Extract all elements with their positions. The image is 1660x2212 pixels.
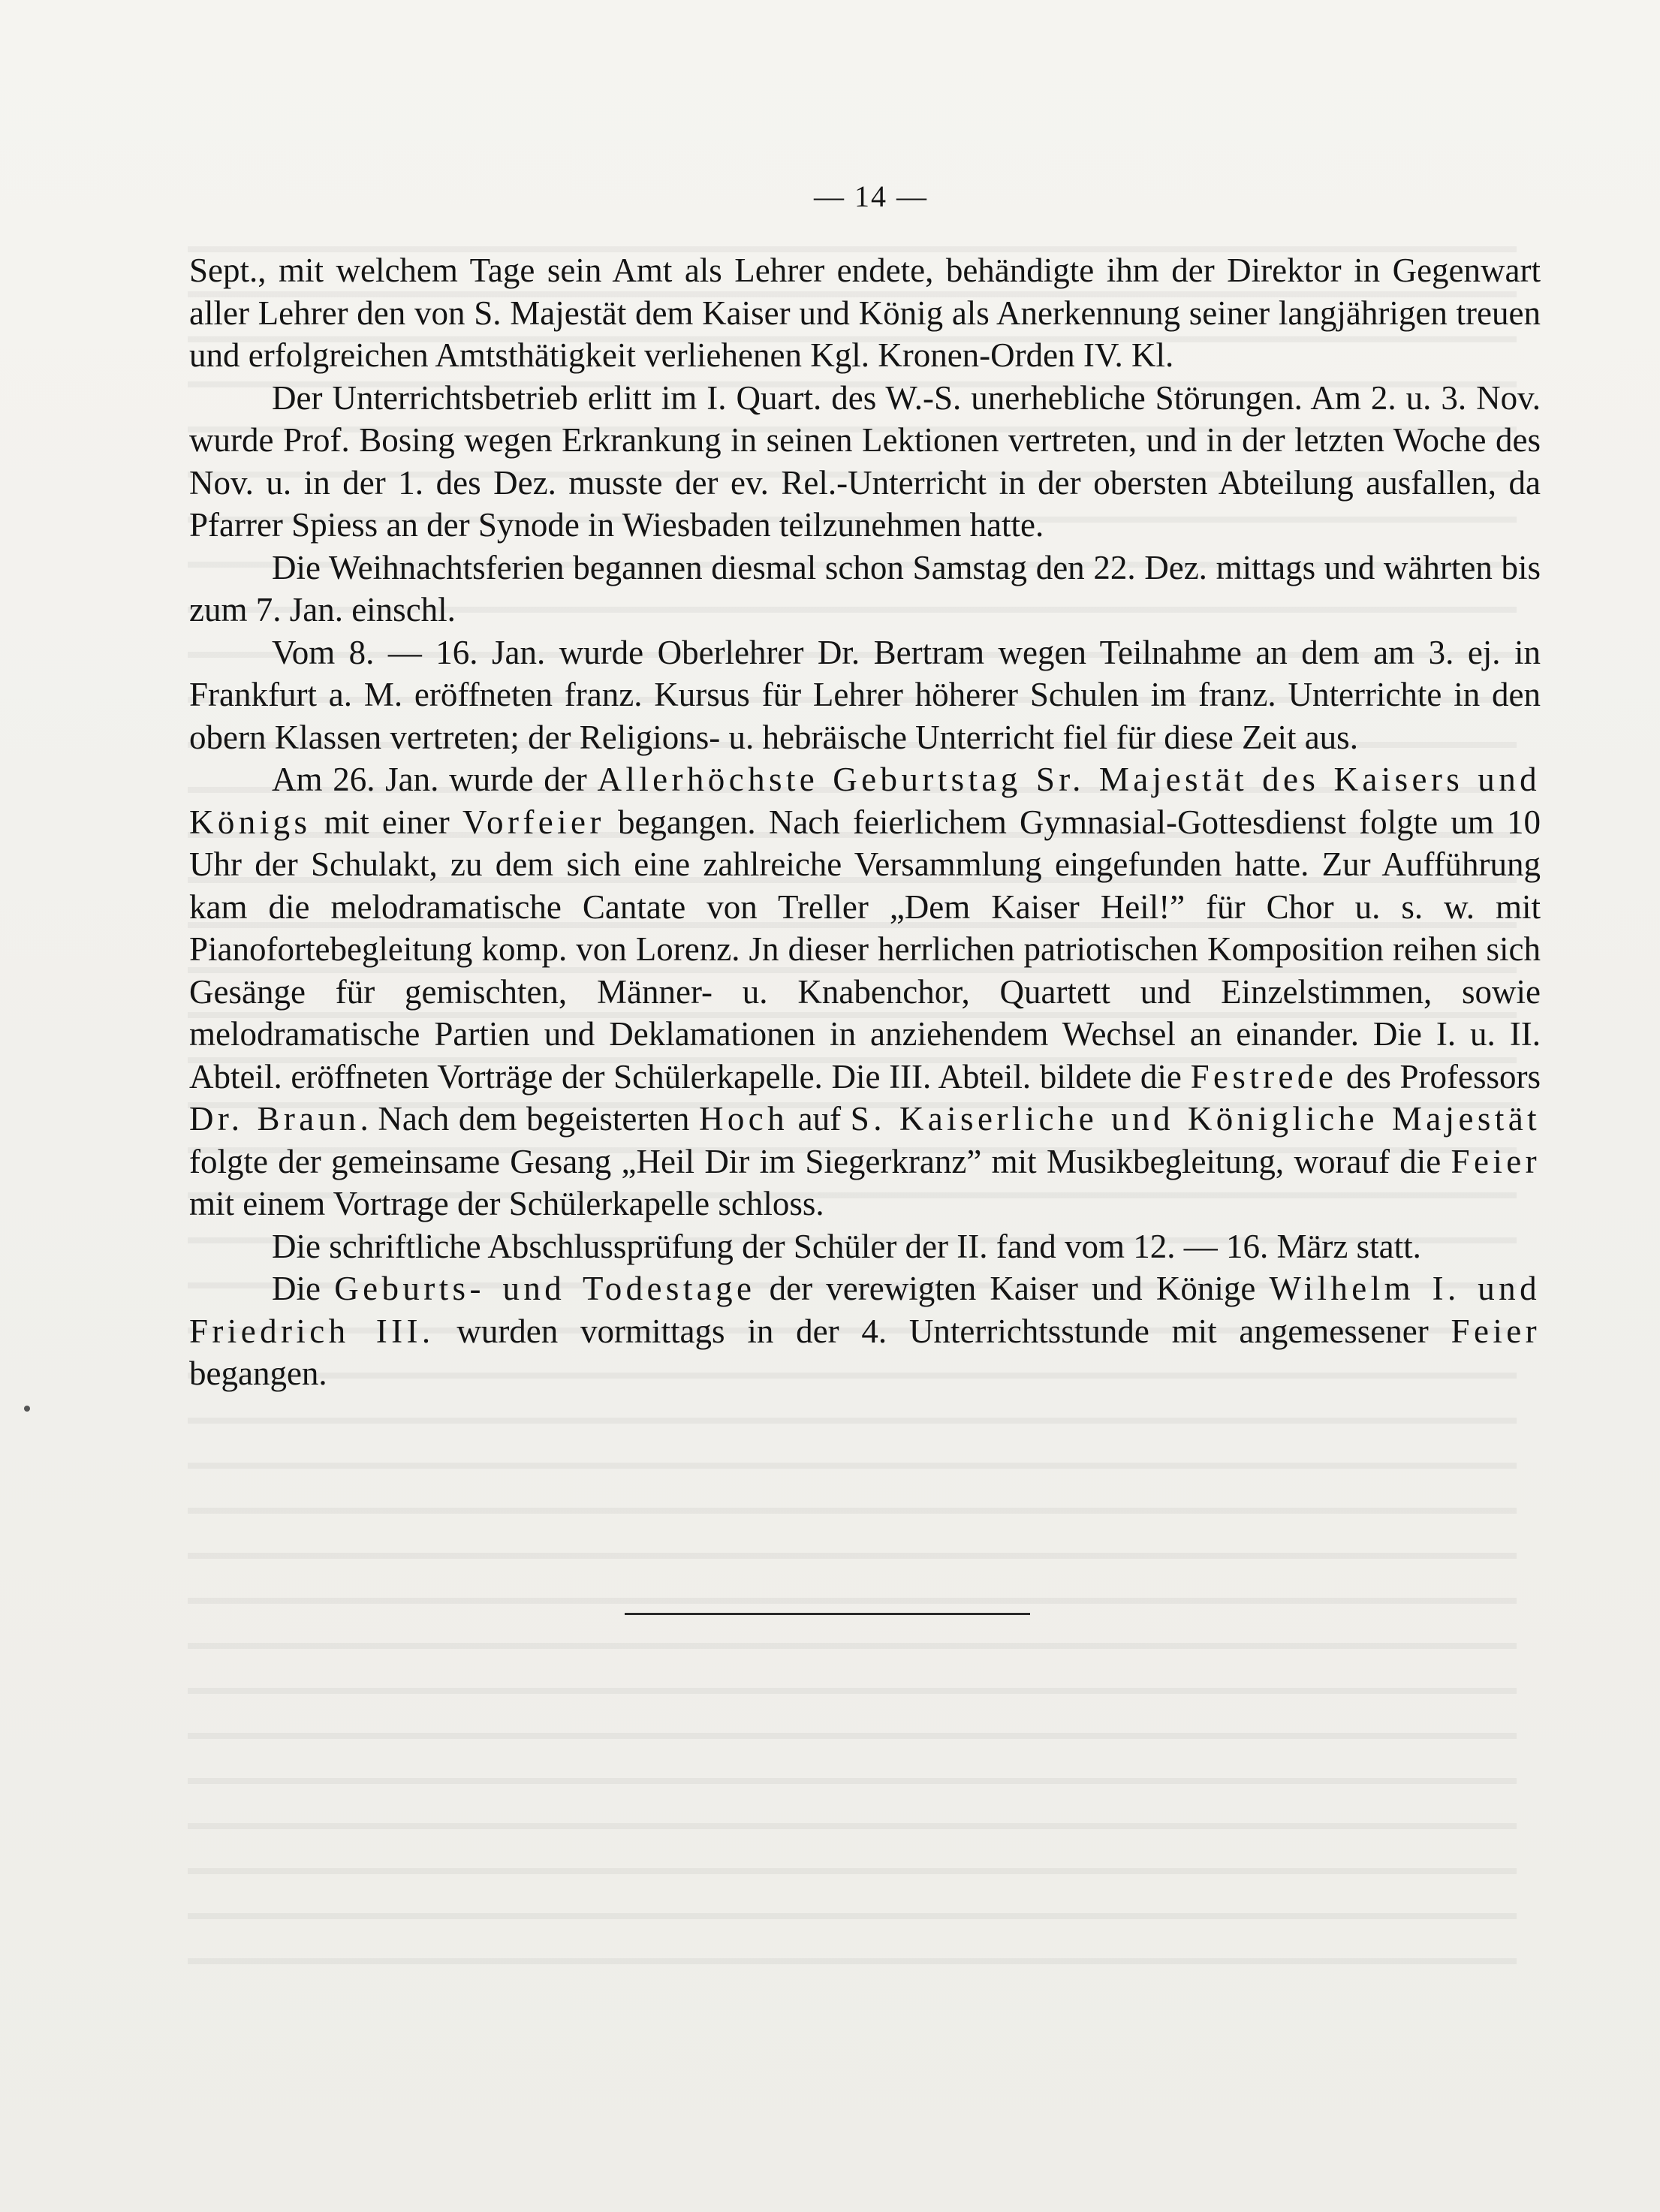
- spaced-emphasis: Allerhöchste Geburtstag Sr. Majestät des Kaisers und Königs: [189, 761, 1541, 841]
- spaced-emphasis: S. Kaiserliche und Königliche Majestät: [850, 1100, 1541, 1138]
- spaced-emphasis: Feier: [1451, 1142, 1541, 1180]
- section-divider: [625, 1613, 1030, 1615]
- text-segment: der verewigten Kaiser und Könige: [755, 1270, 1270, 1307]
- body-text: [189, 249, 1541, 1395]
- paragraph-2: Der Unterrichtsbetrieb erlitt im I. Quart. des W.-S. unerhebliche Störungen. Am 2. u. 3. Nov. wurde Prof. Bosing wegen Erkrankung in seinen Lektionen vertreten, und in der letzten Woche des Nov. u. in der 1. des Dez. musste der ev. Rel.-Unterricht in der obersten Abteilung ausfallen, da Pfarrer Spiess an der Synode in Wiesbaden teilzunehmen hatte.: [189, 378, 1541, 544]
- paragraph-3: Die Weihnachtsferien begannen diesmal schon Samstag den 22. Dez. mittags und währten bis zum 7. Jan. einschl.: [189, 548, 1541, 628]
- paragraph-1: Sept., mit welchem Tage sein Amt als Lehrer endete, behändigte ihm der Direktor in Gegenwart aller Lehrer den von S. Majestät dem Kaiser und König als Anerkennung seiner langjährigen treuen und erfolgreichen Amtsthätigkeit verliehenen Kgl. Kronen-Orden IV. Kl.: [189, 252, 1541, 374]
- page-number: — 14 —: [814, 179, 928, 213]
- spaced-emphasis: Geburts- und Todestage: [334, 1270, 756, 1307]
- text-segment: mit einer: [311, 803, 462, 841]
- text-segment: Die: [272, 1270, 335, 1307]
- spaced-emphasis: Wilhelm I. und Friedrich III.: [189, 1270, 1541, 1350]
- margin-speck: [24, 1406, 30, 1412]
- text-segment: folgte der gemeinsame Gesang „Heil Dir im Siegerkranz” mit Musikbegleitung, worauf die: [189, 1142, 1451, 1180]
- text-segment: begangen.: [189, 1355, 327, 1392]
- paragraph-6: Die schriftliche Abschlussprüfung der Schüler der II. fand vom 12. — 16. März statt.: [272, 1227, 1421, 1265]
- text-segment: des Professors: [1337, 1057, 1541, 1095]
- spaced-emphasis: Dr. Braun: [189, 1100, 360, 1138]
- text-segment: Am 26. Jan. wurde der: [272, 761, 598, 798]
- spaced-emphasis: Vorfeier: [462, 803, 605, 841]
- spaced-emphasis: Hoch: [698, 1100, 789, 1138]
- text-segment: . Nach dem begeisterten: [360, 1100, 699, 1138]
- paragraph-5: [189, 758, 1541, 1225]
- spaced-emphasis: Feier: [1451, 1312, 1541, 1350]
- spaced-emphasis: Festrede: [1190, 1057, 1338, 1095]
- paragraph-7: [189, 1267, 1541, 1395]
- text-segment: wurden vormittags in der 4. Unterrichtsstunde mit angemessener: [434, 1312, 1451, 1350]
- text-segment: auf: [788, 1100, 851, 1138]
- text-segment: begangen. Nach feierlichem Gymnasial-Gottesdienst folgte um 10 Uhr der Schulakt, zu dem sich eine zahlreiche Versammlung eingefunden hatte. Zur Aufführung kam die melodramatische Cantate von Treller „Dem Kaiser Heil!” für Chor u. s. w. mit Pianofortebegleitung komp. von Lorenz. Jn dieser herrlichen patriotischen Komposition reihen sich Gesänge für gemischten, Männer- u. Knabenchor, Quartett und Einzelstimmen, sowie melodramatische Partien und Deklamationen in anziehendem Wechsel an einander. Die I. u. II. Abteil. eröffneten Vorträge der Schülerkapelle. Die III. Abteil. bildete die: [189, 803, 1541, 1095]
- paragraph-4: Vom 8. — 16. Jan. wurde Oberlehrer Dr. Bertram wegen Teilnahme an dem am 3. ej. in Frankfurt a. M. eröffneten franz. Kursus für Lehrer höherer Schulen im franz. Unterrichte in den obern Klassen vertreten; der Religions- u. hebräische Unterricht fiel für diese Zeit aus.: [189, 633, 1541, 756]
- text-segment: mit einem Vortrage der Schülerkapelle schloss.: [189, 1185, 824, 1222]
